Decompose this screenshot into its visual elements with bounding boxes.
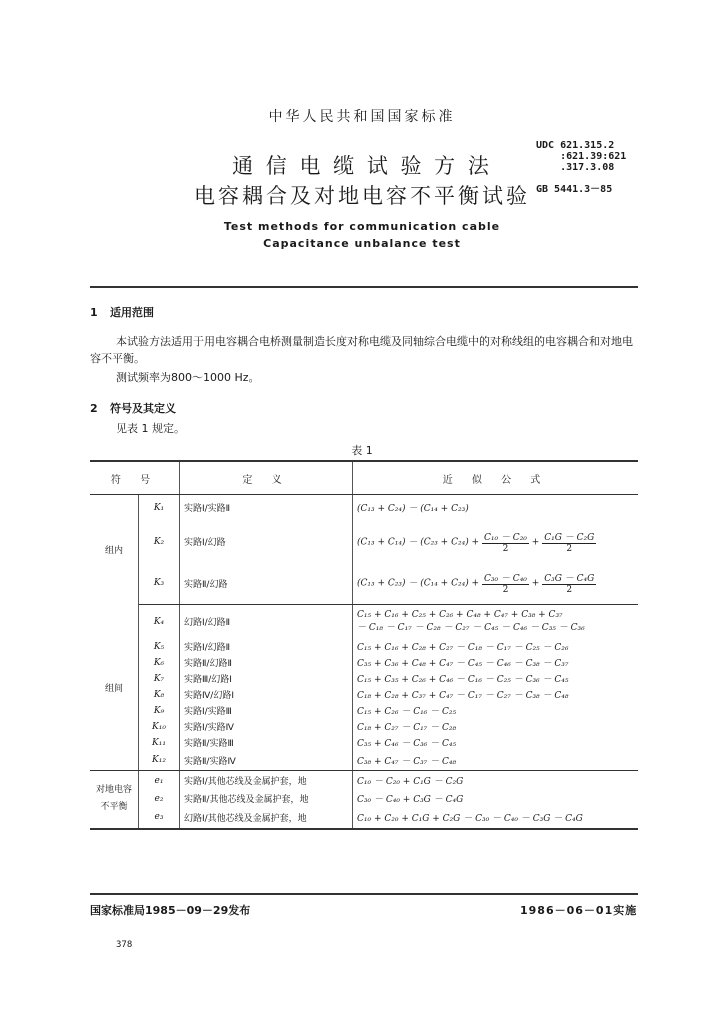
fraction <box>542 571 596 595</box>
table-row-definition: 实路Ⅱ/实路Ⅲ <box>180 735 353 751</box>
table-row-formula <box>353 563 639 605</box>
page-number: 378 <box>116 940 133 950</box>
fraction <box>482 530 529 554</box>
table-row-definition: 实路Ⅰ/幻路 <box>180 521 353 563</box>
group-between: 组间 <box>90 605 139 771</box>
section-1-paragraph: 本试验方法适用于用电容耦合电桥测量制造长度对称电缆及同轴综合电缆中的对称线组的电容耦合和对地电容不平衡。 <box>90 335 633 365</box>
table-row-symbol: K₁₁ <box>139 735 180 751</box>
table-row-symbol: K₅ <box>139 639 180 655</box>
table-row-formula: C₁₅ + C₁₆ + C₂₈ + C₂₇ － C₁₈ － C₁₇ － C₂₅ － C₂₆ <box>357 643 569 653</box>
fraction <box>482 571 529 595</box>
table-row-formula: C₁₅ + C₃₅ + C₂₆ + C₄₆ － C₁₆ － C₂₅ － C₃₆ － C₄₅ <box>357 675 569 685</box>
table-row-symbol: K₃ <box>139 563 180 605</box>
table-row-definition: 实路Ⅲ/幻路Ⅰ <box>180 671 353 687</box>
table-row-formula: C₃₅ + C₃₆ + C₄₈ + C₄₇ － C₄₅ － C₄₆ － C₃₈ － C₃₇ <box>357 659 569 669</box>
table-row-definition: 实路Ⅱ/幻路 <box>180 563 353 605</box>
effective-date: 1986－06－01实施 <box>520 904 638 917</box>
doc-title-line2: 电容耦合及对地电容不平衡试验 <box>194 184 530 208</box>
table-row-definition: 实路Ⅰ/实路Ⅳ <box>180 719 353 735</box>
table-row-definition: 幻路Ⅰ/幻路Ⅱ <box>180 605 353 639</box>
header-symbol: 符 号 <box>90 461 180 495</box>
footer-rule <box>90 893 638 895</box>
standard-header: 中华人民共和国国家标准 <box>268 109 456 125</box>
section-number: 2 <box>90 402 98 415</box>
table-row-definition: 实路Ⅱ/实路Ⅳ <box>180 751 353 771</box>
gb-code: GB 5441.3－85 <box>536 184 613 195</box>
table-row-symbol: K₉ <box>139 703 180 719</box>
fraction-numerator: C₃G － C₄G <box>542 571 596 585</box>
section-1-frequency: 测试频率为800～1000 Hz。 <box>116 371 260 384</box>
fraction-denominator: 2 <box>502 585 509 596</box>
table-row-definition: 实路Ⅱ/幻路Ⅱ <box>180 655 353 671</box>
fraction-numerator: C₃₀ － C₄₀ <box>482 571 529 585</box>
group-inner: 组内 <box>90 495 139 605</box>
issued-date: 国家标准局1985－09－29发布 <box>90 904 251 917</box>
table-row-symbol: K₈ <box>139 687 180 703</box>
table-row-symbol: K₄ <box>139 605 180 639</box>
table-row-symbol: K₁ <box>139 495 180 521</box>
formula-line: C₁₅ + C₁₆ + C₂₅ + C₂₆ + C₄₈ + C₄₇ + C₃₈ + C₃₇ <box>357 610 563 621</box>
table-row-symbol: K₆ <box>139 655 180 671</box>
table-row-formula: C₃₅ + C₄₆ － C₃₆ － C₄₅ <box>357 739 457 749</box>
table-row-formula <box>353 521 639 563</box>
section-1-heading <box>90 304 154 320</box>
table-row-formula: C₁₅ + C₂₆ － C₁₆ － C₂₅ <box>357 707 457 717</box>
fraction-numerator: C₁G － C₂G <box>542 530 596 544</box>
table-row-definition: 实路Ⅳ/幻路Ⅰ <box>180 687 353 703</box>
table-row-symbol: e₃ <box>139 807 180 829</box>
doc-title-en-line2: Capacitance unbalance test <box>263 237 461 250</box>
header-rule <box>90 286 638 288</box>
fraction-numerator: C₁₀ － C₂₀ <box>482 530 529 544</box>
table-row-symbol: e₂ <box>139 791 180 807</box>
table-row-formula: C₁₀ － C₂₀ + C₁G － C₂G <box>357 777 464 788</box>
table-row-formula: C₁₈ + C₂₇ － C₁₇ － C₂₈ <box>357 723 457 733</box>
table-row-formula: C₃₀ － C₄₀ + C₃G － C₄G <box>357 795 464 805</box>
header-definition: 定 义 <box>180 461 353 495</box>
formula-line: － C₁₈ － C₁₇ － C₂₈ － C₂₇ － C₄₅ － C₄₆ － C₃₅ － C₃₆ <box>357 623 585 634</box>
section-title: 符号及其定义 <box>110 402 176 415</box>
table-row-definition: 幻路Ⅰ/其他芯线及金属护套，地 <box>180 807 353 829</box>
table-row-definition: 实路Ⅰ/实路Ⅲ <box>180 703 353 719</box>
group-ground: 对地电容不平衡 <box>90 771 139 829</box>
table-row-symbol: K₁₂ <box>139 751 180 771</box>
table-row-symbol: K₇ <box>139 671 180 687</box>
table-row-formula: C₁₀ + C₂₀ + C₁G + C₂G － C₃₀ － C₄₀ － C₃G － C₄G <box>353 807 639 829</box>
table-row-definition: 实路Ⅰ/其他芯线及金属护套，地 <box>180 771 353 791</box>
formula-main: (C₁₃ + C₂₃) － (C₁₄ + C₂₄) + <box>357 578 480 589</box>
table-row-formula: C₁₈ + C₂₈ + C₃₇ + C₄₇ － C₁₇ － C₂₇ － C₃₈ － C₄₈ <box>357 691 569 701</box>
section-2-heading <box>90 400 176 416</box>
symbol-table <box>90 460 638 830</box>
fraction-denominator: 2 <box>566 585 573 596</box>
formula-plus: + <box>531 537 540 547</box>
fraction <box>542 530 596 554</box>
table-row-symbol: K₁₀ <box>139 719 180 735</box>
header-formula: 近 似 公 式 <box>353 461 639 495</box>
fraction-denominator: 2 <box>502 543 509 554</box>
table-row-formula: C₃₈ + C₄₇ － C₃₇ － C₄₈ <box>353 751 639 771</box>
fraction-denominator: 2 <box>566 543 573 554</box>
formula-plus: + <box>531 578 540 589</box>
doc-title-line1: 通 信 电 缆 试 验 方 法 <box>232 154 492 178</box>
table-caption: 表 1 <box>351 444 373 457</box>
section-2-paragraph: 见表 1 规定。 <box>116 422 185 435</box>
table-row-formula: (C₁₃ + C₂₄) － (C₁₄ + C₂₃) <box>357 504 469 515</box>
table-row-definition: 实路Ⅰ/实路Ⅱ <box>180 495 353 521</box>
doc-title-en-line1: Test methods for communication cable <box>223 220 501 233</box>
table-row-symbol: K₂ <box>139 521 180 563</box>
table-row-definition: 实路Ⅱ/其他芯线及金属护套，地 <box>180 791 353 807</box>
table-row-formula <box>353 605 639 639</box>
udc-code: UDC 621.315.2 :621.39:621 .317.3.08 <box>536 140 627 173</box>
formula-main: (C₁₃ + C₁₄) － (C₂₃ + C₂₄) + <box>357 537 480 547</box>
table-row-definition: 实路Ⅰ/幻路Ⅱ <box>180 639 353 655</box>
section-title: 适用范围 <box>110 306 154 319</box>
section-number: 1 <box>90 306 98 319</box>
table-row-symbol: e₁ <box>139 771 180 791</box>
